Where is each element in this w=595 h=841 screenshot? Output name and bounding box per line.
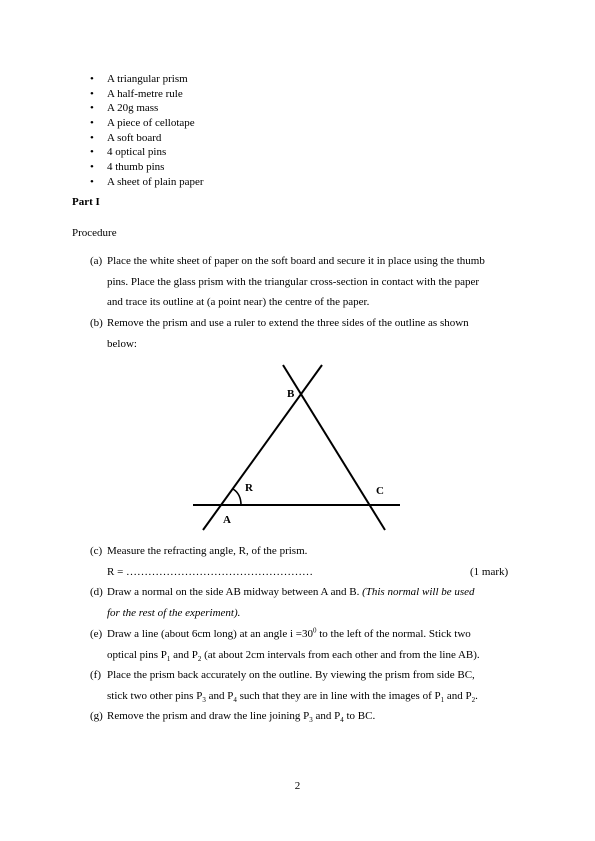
step-text-line: Remove the prism and use a ruler to extend the three sides of the outline as shown <box>107 317 469 329</box>
step-text: stick two other pins P <box>107 689 203 702</box>
step-text-line <box>90 624 520 645</box>
subscript: 4 <box>233 695 237 704</box>
step-text: Draw a normal on the side AB midway between A and B. <box>107 586 360 598</box>
subscript: 4 <box>340 716 344 725</box>
step-label: (e) <box>90 628 103 640</box>
step-text: to the left of the normal. Stick two <box>316 628 471 640</box>
angle-r-label: R <box>245 482 253 494</box>
step-italic-note: (This normal will be used <box>362 586 475 598</box>
step-text: optical pins P <box>107 648 167 661</box>
list-item: • A piece of cellotape <box>90 116 204 131</box>
subscript: 3 <box>202 695 206 704</box>
list-item: • A 20g mass <box>90 101 204 116</box>
procedure-heading: Procedure <box>72 227 117 239</box>
subscript: 2 <box>471 695 476 704</box>
step-a <box>90 251 520 313</box>
step-label: (a) <box>90 255 103 267</box>
step-text-line <box>90 582 520 603</box>
step-text-line: Measure the refracting angle, R, of the prism. <box>107 545 308 557</box>
step-c <box>90 541 520 562</box>
step-text: and P <box>170 648 198 661</box>
step-label: (f) <box>90 669 101 681</box>
step-text-line: pins. Place the glass prism with the triangular cross-section in contact with the paper <box>107 275 480 288</box>
step-g <box>90 706 520 727</box>
step-b <box>90 313 520 354</box>
step-text: Remove the prism and draw the line joining P <box>107 710 310 722</box>
step-text-line <box>90 686 520 707</box>
list-item: • A soft board <box>90 131 204 146</box>
subscript: 3 <box>309 716 313 725</box>
list-item: • A half-metre rule <box>90 87 204 102</box>
step-text: . <box>475 689 478 702</box>
step-text-line: below: <box>107 337 137 350</box>
list-item: • A sheet of plain paper <box>90 175 204 190</box>
step-text: Draw a line (about 6cm long) at an angle i =30 <box>107 628 313 640</box>
step-text: such that they are in line with the images of P <box>236 689 441 702</box>
answer-line: R = …………………………………………… <box>107 566 314 578</box>
step-italic-note: for the rest of the experiment). <box>107 606 241 619</box>
step-text-line <box>90 706 520 727</box>
vertex-c-label: C <box>376 485 384 497</box>
vertex-b-label: B <box>287 388 295 400</box>
subscript: 1 <box>166 654 171 663</box>
step-text: and P <box>444 689 472 702</box>
step-text-line <box>90 645 520 666</box>
subscript: 2 <box>197 654 202 663</box>
refracting-angle-arc <box>233 489 241 505</box>
step-f <box>90 665 520 706</box>
step-label: (d) <box>90 586 103 598</box>
step-text: and P <box>312 710 341 722</box>
superscript: 0 <box>312 626 317 635</box>
step-label: (g) <box>90 710 103 722</box>
part-title: Part I <box>72 196 100 208</box>
vertex-a-label: A <box>223 514 231 526</box>
step-text: to BC. <box>343 710 376 722</box>
list-item: • 4 thumb pins <box>90 160 204 175</box>
page-number: 2 <box>294 780 301 792</box>
step-label: (b) <box>90 317 103 329</box>
step-text-line: and trace its outline at (a point near) the centre of the paper. <box>107 296 370 309</box>
step-d <box>90 582 520 623</box>
prism-outline-diagram <box>185 360 410 535</box>
step-label: (c) <box>90 545 103 557</box>
marks-label: (1 mark) <box>470 566 509 578</box>
list-item: • 4 optical pins <box>90 145 204 160</box>
step-text: and P <box>205 689 234 702</box>
step-text-line: Place the prism back accurately on the outline. By viewing the prism from side BC, <box>107 669 475 681</box>
step-text: (at about 2cm intervals from each other and from the line AB). <box>201 648 480 661</box>
subscript: 1 <box>440 695 445 704</box>
step-text-line: Place the white sheet of paper on the soft board and secure it in place using the thumb <box>107 255 485 267</box>
list-item: • A triangular prism <box>90 72 204 87</box>
materials-list <box>90 72 204 190</box>
step-e <box>90 624 520 665</box>
